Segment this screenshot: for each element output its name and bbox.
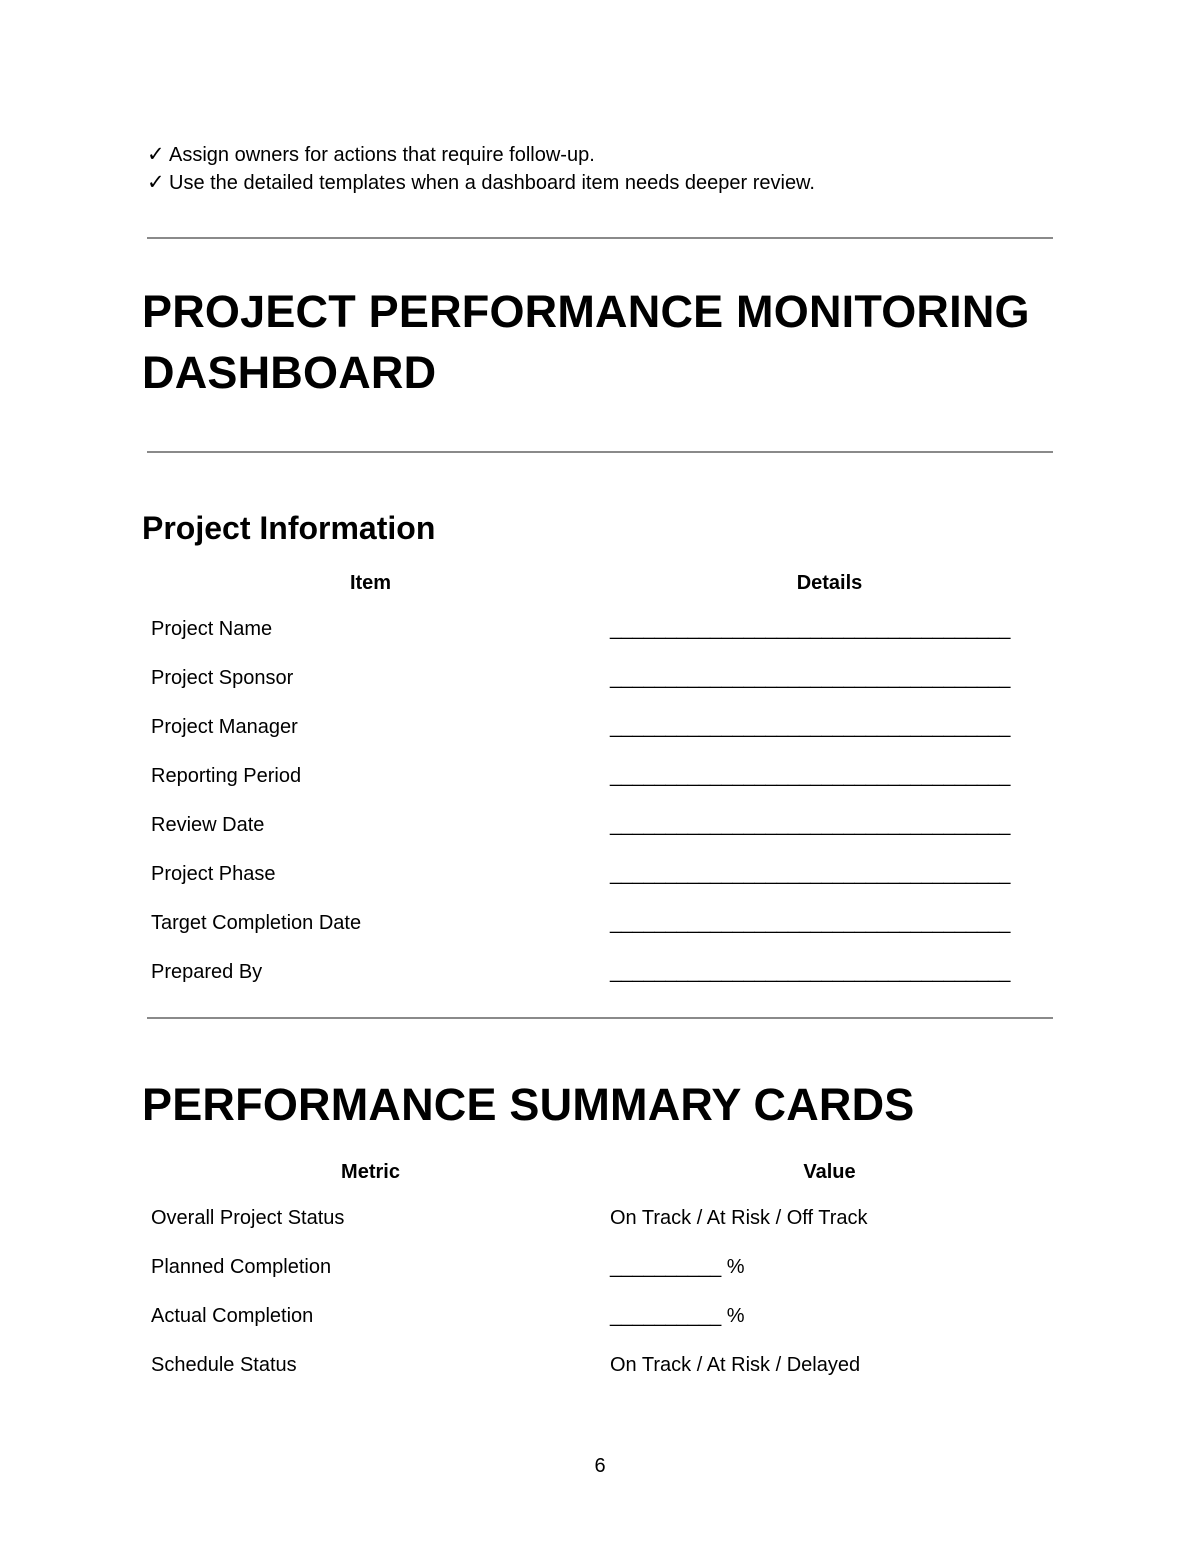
column-header-item: Item [349,571,392,594]
row-metric: Overall Project Status [151,1207,345,1229]
row-details-blank: ____________________________________ [610,863,1011,885]
performance-summary-table [141,1150,1059,1390]
row-details-blank: ____________________________________ [610,716,1011,738]
check-icon: ✓ [147,143,165,166]
row-item: Reporting Period [151,765,302,787]
row-value: __________ % [610,1256,745,1278]
row-details-blank: ____________________________________ [610,765,1011,787]
row-details-blank: ____________________________________ [610,618,1011,640]
page-number: 6 [594,1455,606,1477]
row-value: __________ % [610,1305,745,1327]
row-details-blank: ____________________________________ [610,667,1011,689]
table-row [141,948,1059,997]
dashboard-title [142,281,1030,403]
row-item: Project Manager [151,716,298,738]
divider [147,1017,1053,1019]
divider [147,451,1053,453]
row-item: Project Name [151,618,273,640]
table-row [141,654,1059,703]
row-metric: Schedule Status [151,1354,297,1376]
table-header-row [141,561,1059,605]
checklist-item-text: Assign owners for actions that require follow-up. [169,144,595,166]
divider [147,237,1053,239]
table-header-row [141,1150,1059,1194]
table-row [141,801,1059,850]
column-header-metric: Metric [341,1160,400,1183]
checklist [147,141,815,197]
column-header-value: Value [803,1160,856,1183]
dashboard-title-line-2: DASHBOARD [142,347,437,398]
column-header-details: Details [796,571,863,594]
check-icon: ✓ [147,171,165,194]
table-row [141,752,1059,801]
row-details-blank: ____________________________________ [610,814,1011,836]
table-row [141,1243,1059,1292]
project-information-table [141,561,1059,997]
table-row [141,1341,1059,1390]
table-row [141,1292,1059,1341]
row-metric: Actual Completion [151,1305,314,1327]
table-row [141,899,1059,948]
row-value: On Track / At Risk / Off Track [610,1207,868,1229]
row-metric: Planned Completion [151,1256,332,1278]
checklist-item [147,169,815,197]
row-value: On Track / At Risk / Delayed [610,1354,861,1376]
table-row [141,605,1059,654]
row-item: Review Date [151,814,265,836]
project-information-heading: Project Information [142,510,436,546]
row-item: Project Sponsor [151,667,294,689]
checklist-item-text: Use the detailed templates when a dashboard item needs deeper review. [169,172,815,194]
checklist-item [147,141,815,169]
table-row [141,850,1059,899]
row-details-blank: ____________________________________ [610,961,1011,983]
row-item: Prepared By [151,961,263,983]
row-item: Target Completion Date [151,912,362,934]
table-row [141,1194,1059,1243]
table-row [141,703,1059,752]
dashboard-title-line-1: PROJECT PERFORMANCE MONITORING [142,286,1030,337]
performance-summary-heading: PERFORMANCE SUMMARY CARDS [142,1079,915,1130]
row-details-blank: ____________________________________ [610,912,1011,934]
row-item: Project Phase [151,863,276,885]
